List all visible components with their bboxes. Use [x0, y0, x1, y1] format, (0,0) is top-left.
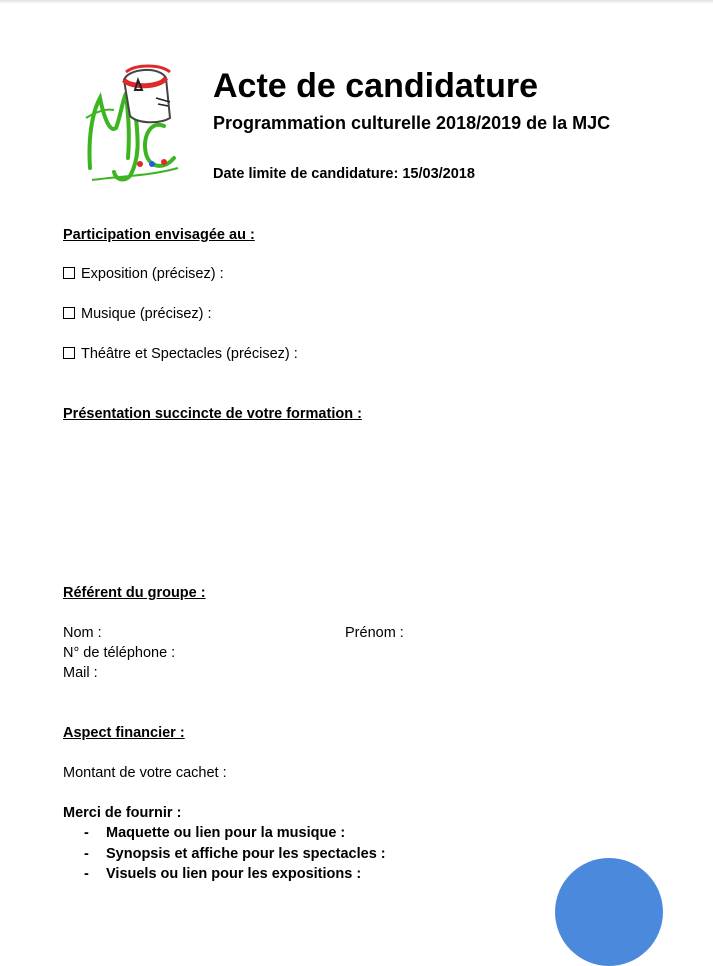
option-exposition: [63, 266, 224, 282]
checkbox-theatre[interactable]: [63, 347, 75, 359]
nom-label: Nom :: [63, 625, 102, 641]
list-item: - Maquette ou lien pour la musique :: [84, 825, 346, 841]
top-toolbar-shadow: [0, 0, 713, 4]
finance-heading: Aspect financier :: [63, 725, 185, 741]
referent-heading: Référent du groupe :: [63, 585, 206, 601]
presentation-heading: Présentation succincte de votre formation :: [63, 406, 362, 422]
deadline-text: Date limite de candidature: 15/03/2018: [213, 166, 475, 182]
document-title: Acte de candidature: [213, 67, 538, 105]
mail-label: Mail :: [63, 665, 98, 681]
option-musique: [63, 306, 212, 322]
mjc-logo: [80, 58, 190, 193]
document-subtitle: Programmation culturelle 2018/2019 de la MJC: [213, 113, 611, 133]
checkbox-exposition[interactable]: [63, 267, 75, 279]
list-item: - Synopsis et affiche pour les spectacles :: [84, 845, 386, 862]
telephone-label: N° de téléphone :: [63, 645, 176, 661]
option-musique-label: Musique (précisez) :: [81, 306, 212, 322]
supply-item-label: Visuels ou lien pour les expositions :: [106, 866, 362, 882]
cachet-label: Montant de votre cachet :: [63, 765, 227, 781]
participation-heading: Participation envisagée au :: [63, 227, 255, 243]
supply-heading: Merci de fournir :: [63, 805, 182, 821]
list-item: - Visuels ou lien pour les expositions :: [84, 866, 362, 882]
supply-item-label: Maquette ou lien pour la musique :: [106, 825, 346, 841]
floating-action-button[interactable]: [555, 858, 663, 966]
option-theatre: [63, 346, 298, 362]
prenom-label: Prénom :: [345, 625, 404, 641]
option-theatre-label: Théâtre et Spectacles (précisez) :: [81, 346, 298, 362]
supply-item-label: Synopsis et affiche pour les spectacles :: [106, 845, 386, 862]
supply-list: [84, 823, 386, 885]
checkbox-musique[interactable]: [63, 307, 75, 319]
option-exposition-label: Exposition (précisez) :: [81, 266, 224, 282]
